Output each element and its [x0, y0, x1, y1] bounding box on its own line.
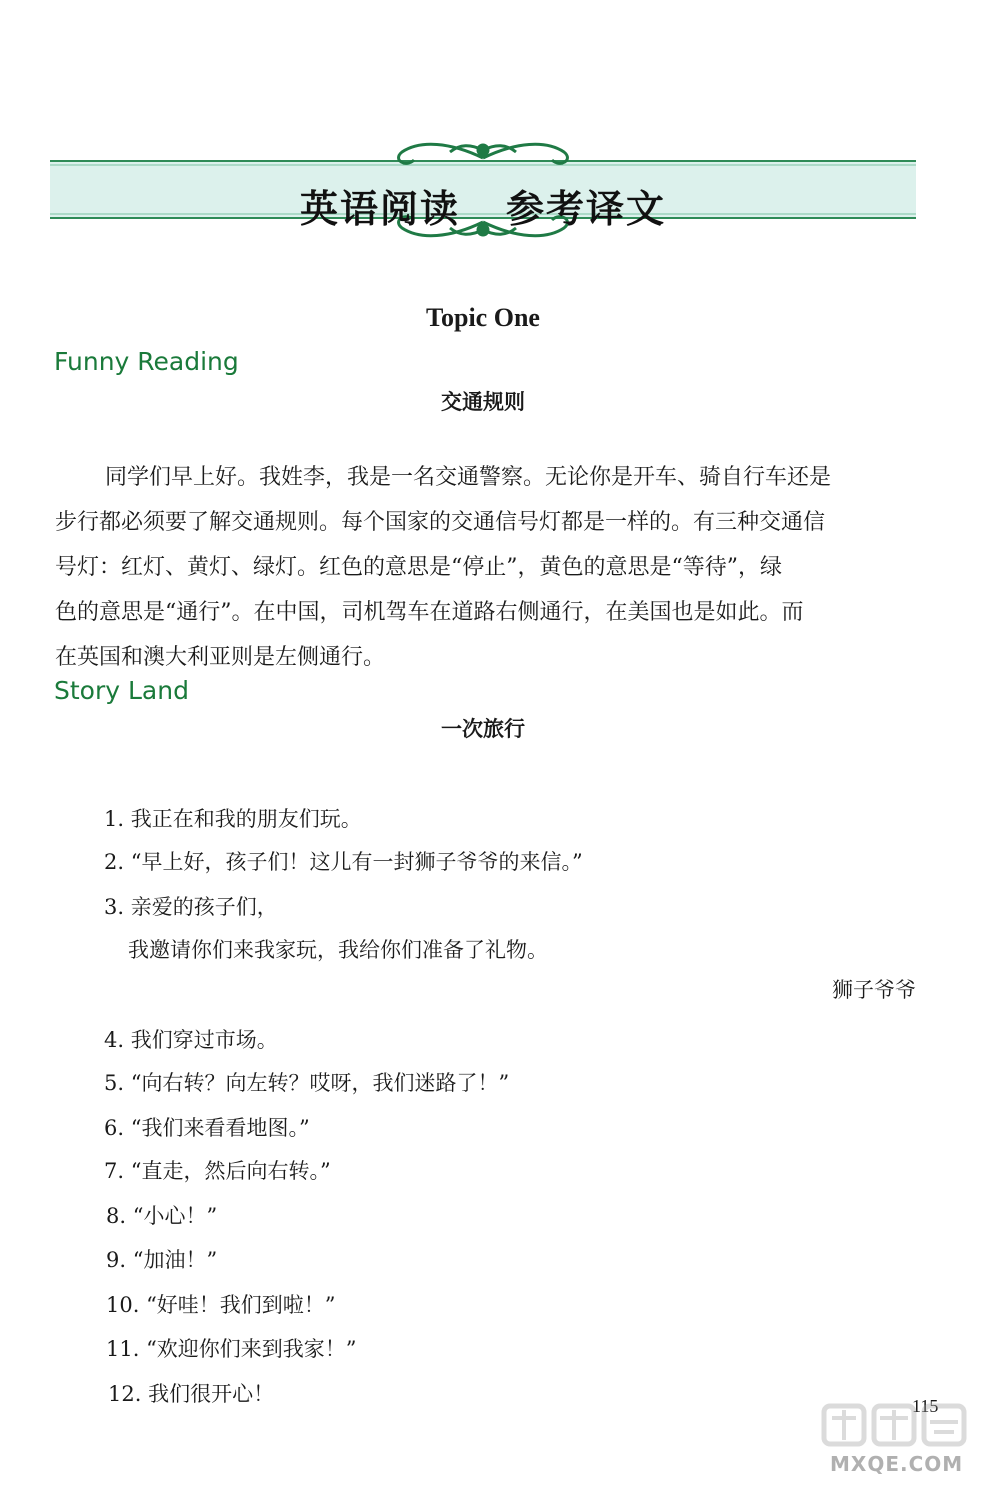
section-story-land: Story Land — [54, 676, 189, 705]
banner-title — [50, 178, 916, 233]
title-part-2: 参考译文 — [506, 186, 667, 231]
story-item: 12. 我们很开心！ — [108, 1382, 275, 1406]
paragraph-line: 同学们早上好。我姓李，我是一名交通警察。无论你是开车、骑自行车还是 — [105, 465, 832, 490]
story-item: 10. “好哇！我们到啦！” — [106, 1293, 336, 1317]
letter-signature: 狮子爷爷 — [832, 978, 916, 1002]
paragraph-line: 在英国和澳大利亚则是左侧通行。 — [55, 645, 386, 670]
title-part-1: 英语阅读 — [299, 186, 460, 231]
story-item: 6. “我们来看看地图。” — [104, 1116, 310, 1140]
story-item: 1. 我正在和我的朋友们玩。 — [104, 807, 362, 831]
paragraph-line: 色的意思是“通行”。在中国，司机驾车在道路右侧通行，在美国也是如此。而 — [55, 600, 804, 625]
title-banner — [50, 138, 916, 248]
topic-heading: Topic One — [426, 303, 540, 332]
story-item: 7. “直走，然后向右转。” — [104, 1159, 331, 1183]
paragraph-line: 步行都必须要了解交通规则。每个国家的交通信号灯都是一样的。有三种交通信 — [55, 510, 826, 535]
watermark-text: MXQE.COM — [830, 1452, 964, 1476]
story-item: 9. “加油！” — [106, 1248, 218, 1272]
story-item: 8. “小心！” — [106, 1204, 218, 1228]
funny-reading-title: 交通规则 — [441, 389, 525, 414]
story-item: 4. 我们穿过市场。 — [104, 1028, 278, 1052]
story-item: 3. 亲爱的孩子们， — [104, 895, 278, 919]
funny-reading-paragraph — [55, 455, 917, 680]
paragraph-line: 号灯：红灯、黄灯、绿灯。红色的意思是“停止”，黄色的意思是“等待”，绿 — [55, 555, 782, 580]
story-item: 5. “向右转？向左转？哎呀，我们迷路了！” — [104, 1071, 510, 1095]
story-item-letter-body: 我邀请你们来我家玩，我给你们准备了礼物。 — [128, 938, 548, 962]
page-number: 115 — [912, 1396, 939, 1416]
story-land-title: 一次旅行 — [441, 716, 525, 741]
story-item: 2. “早上好，孩子们！这儿有一封狮子爷爷的来信。” — [104, 850, 583, 874]
section-funny-reading: Funny Reading — [54, 347, 239, 376]
story-item: 11. “欢迎你们来到我家！” — [106, 1337, 357, 1361]
